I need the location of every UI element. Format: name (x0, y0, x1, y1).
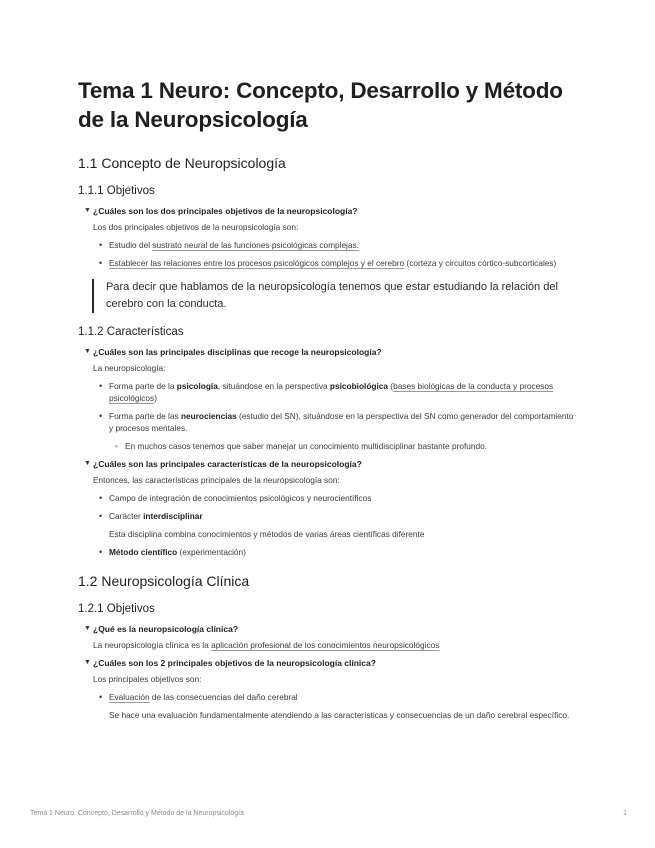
underlined-text: Evaluación (109, 692, 150, 702)
list-item: • Estudio del sustrato neural de las funciones psicológicas complejas. (109, 239, 578, 251)
toggle-question: ¿Cuáles son las principales características de la neuropsicología? (93, 459, 362, 469)
section-heading-1-1: 1.1 Concepto de Neuropsicología (78, 155, 286, 171)
document-page (78, 76, 578, 727)
paragraph: La neuropsicología: (93, 363, 166, 373)
toggle-header[interactable] (84, 458, 578, 470)
toggle-header[interactable] (84, 657, 578, 669)
toggle-content (84, 673, 578, 721)
toggle-block[interactable] (84, 657, 578, 721)
triangle-down-icon[interactable]: ▼ (84, 625, 91, 632)
toggle-question: ¿Cuáles son los 2 principales objetivos de la neuropsicología clínica? (93, 658, 376, 668)
toggle-question: ¿Qué es la neuropsicología clínica? (93, 624, 239, 634)
underlined-text: Establecer las relaciones entre los procesos psicológicos complejos y el cerebro (109, 258, 405, 268)
toggle-content (84, 639, 578, 651)
triangle-down-icon[interactable]: ▼ (84, 207, 91, 214)
toggle-block[interactable] (84, 205, 578, 269)
underlined-text: sustrato neural de las funciones psicológicas complejas. (152, 240, 359, 250)
subsection-heading-1-2-1: 1.2.1 Objetivos (78, 603, 155, 615)
triangle-down-icon[interactable]: ▼ (84, 460, 91, 467)
triangle-down-icon[interactable]: ▼ (84, 348, 91, 355)
toggle-header[interactable] (84, 346, 578, 358)
toggle-block[interactable] (84, 346, 578, 452)
bullet-list (93, 239, 578, 269)
toggle-content (84, 474, 578, 558)
paragraph: Se hace una evaluación fundamentalmente atendiendo a las características y consecuencias de un daño cerebral específico. (109, 710, 570, 720)
underlined-text: bases biológicas de la conducta y procesos psicológicos (109, 381, 554, 403)
paragraph: Esta disciplina combina conocimientos y métodos de varias áreas científicas diferente (109, 529, 425, 539)
nested-list-item: ◦ En muchos casos tenemos que saber manejar un conocimiento multidisciplinar bastante profundo. (125, 440, 578, 452)
toggle-header[interactable] (84, 205, 578, 217)
toggle-header[interactable] (84, 623, 578, 635)
triangle-down-icon[interactable]: ▼ (84, 659, 91, 666)
toggle-block[interactable] (84, 458, 578, 558)
list-item: • Campo de integración de conocimientos psicológicos y neurocientíficos (109, 492, 578, 504)
bullet-list (93, 691, 578, 721)
quote-block: Para decir que hablamos de la neuropsicología tenemos que estar estudiando la relación del cerebro con la conducta. (92, 279, 578, 313)
toggle-question: ¿Cuáles son las principales disciplinas que recoge la neuropsicología? (93, 347, 382, 357)
list-item: • Carácter interdisciplinar Esta disciplina combina conocimientos y métodos de varias áreas científicas diferente (109, 510, 578, 540)
nested-list (109, 440, 578, 452)
list-item: • Forma parte de las neurociencias (estudio del SN), situándose en la perspectiva del SN como generador del comportamiento y procesos mentales. ◦ En muchos casos tenemos que saber manejar un conocimiento multidisciplinar bastante profundo. (109, 410, 578, 452)
page-title: Tema 1 Neuro: Concepto, Desarrollo y Método de la Neuropsicología (78, 78, 563, 132)
list-item: • Establecer las relaciones entre los procesos psicológicos complejos y el cerebro (corteza y circuitos córtico-subcorticales) (109, 257, 578, 269)
paragraph: Los dos principales objetivos de la neuropsicología son: (93, 222, 299, 232)
paragraph: La neuropsicología clínica es la aplicación profesional de los conocimientos neuropsicológicos (93, 640, 440, 650)
footer-doc-title: Tema 1 Neuro: Concepto, Desarrollo y Método de la Neuropsicología (30, 810, 245, 817)
toggle-content (84, 221, 578, 269)
list-item: • Evaluación de las consecuencias del daño cerebral Se hace una evaluación fundamentalmente atendiendo a las características y consecuencias de un daño cerebral específico. (109, 691, 578, 721)
footer-page-number: 1 (623, 810, 627, 817)
paragraph: Los principales objetivos son: (93, 674, 202, 684)
bullet-list (93, 492, 578, 558)
subsection-heading-1-1-2: 1.1.2 Características (78, 326, 184, 338)
toggle-question: ¿Cuáles son los dos principales objetivos de la neuropsicología? (93, 206, 358, 216)
subsection-heading-1-1-1: 1.1.1 Objetivos (78, 185, 155, 197)
toggle-content (84, 362, 578, 452)
bullet-list (93, 380, 578, 452)
underlined-text: aplicación profesional de los conocimientos neuropsicológicos (211, 640, 440, 650)
list-item: • Forma parte de la psicología, situándose en la perspectiva psicobiológica (bases biológicas de la conducta y procesos psicológicos) (109, 380, 578, 404)
toggle-block[interactable] (84, 623, 578, 651)
paragraph: Entonces, las características principales de la neuropsicología son: (93, 475, 340, 485)
section-heading-1-2: 1.2 Neuropsicología Clínica (78, 573, 250, 589)
list-item: • Método científico (experimentación) (109, 546, 578, 558)
